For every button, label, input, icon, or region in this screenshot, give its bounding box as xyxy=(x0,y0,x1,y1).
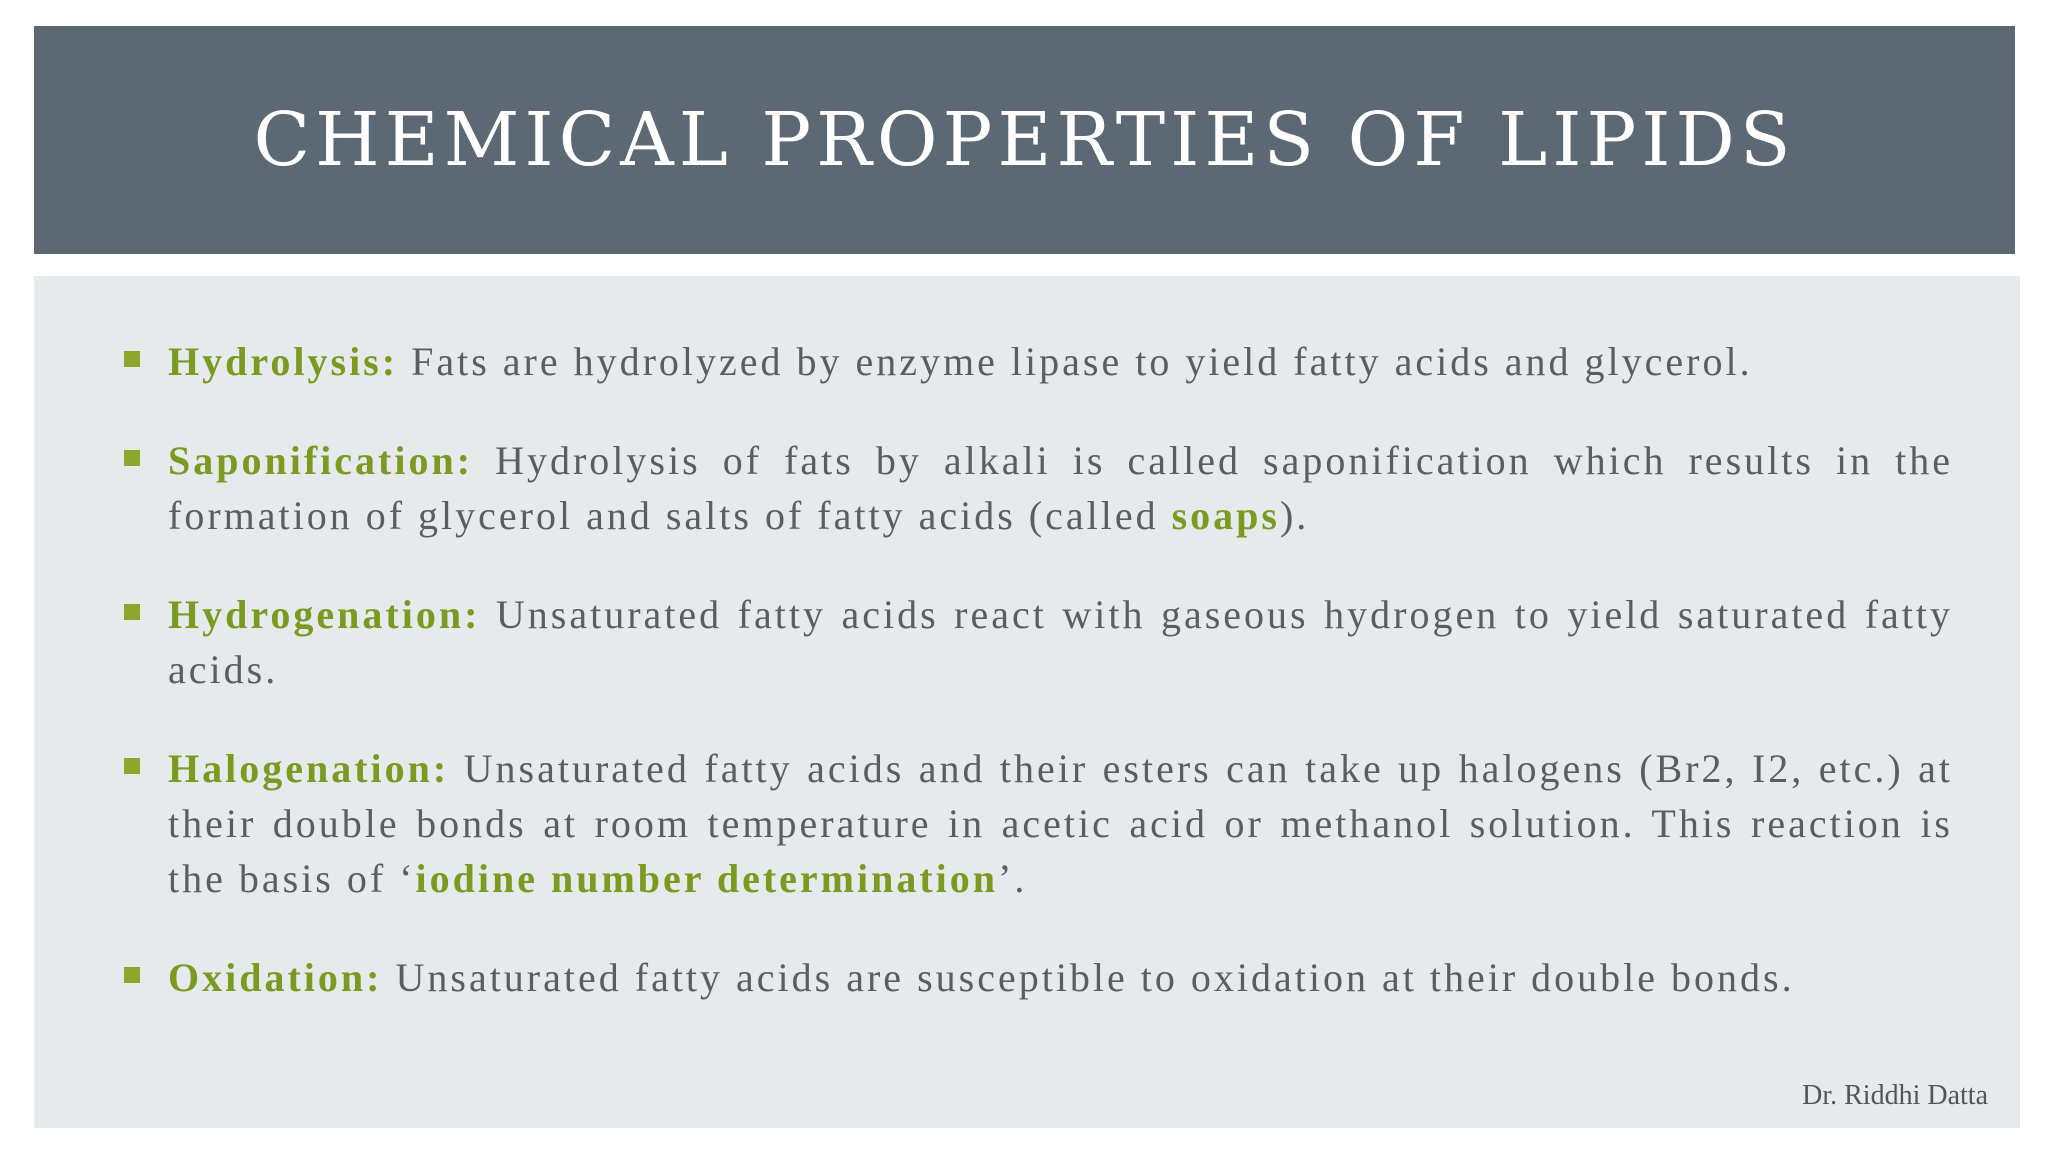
bullet-text: Fats are hydrolyzed by enzyme lipase to yield fatty acids and glycerol. xyxy=(398,339,1753,384)
bullet-term: Oxidation: xyxy=(168,955,383,1000)
bullet-text-after: ). xyxy=(1279,493,1310,538)
bullet-text: Unsaturated fatty acids react with gaseous hydrogen to yield saturated fatty acids. xyxy=(168,592,1953,692)
bullet-highlight: soaps xyxy=(1171,493,1280,538)
title-band xyxy=(34,26,2015,254)
bullet-term: Saponification: xyxy=(168,438,474,483)
bullet-saponification xyxy=(168,433,1953,543)
bullet-highlight: iodine number determination xyxy=(415,856,999,901)
square-bullet-icon xyxy=(124,450,140,466)
bullet-hydrogenation xyxy=(168,587,1953,697)
bullet-term: Hydrogenation: xyxy=(168,592,481,637)
bullet-text: Unsaturated fatty acids are susceptible to oxidation at their double bonds. xyxy=(382,955,1795,1000)
content-area xyxy=(34,276,2020,1128)
slide-title: CHEMICAL PROPERTIES OF LIPIDS xyxy=(253,97,1796,183)
bullet-text: Hydrolysis of fats by alkali is called saponification which results in the formation of glycerol and salts of fatty acids (called xyxy=(168,438,1953,538)
bullet-term: Hydrolysis: xyxy=(168,339,399,384)
bullet-text-after: ’. xyxy=(998,856,1028,901)
square-bullet-icon xyxy=(124,758,140,774)
bullet-list xyxy=(168,334,1953,1049)
author-signature: Dr. Riddhi Datta xyxy=(1802,1080,1988,1111)
square-bullet-icon xyxy=(124,967,140,983)
bullet-term: Halogenation: xyxy=(168,746,450,791)
bullet-hydrolysis xyxy=(168,334,1953,389)
square-bullet-icon xyxy=(124,604,140,620)
square-bullet-icon xyxy=(124,351,140,367)
bullet-oxidation xyxy=(168,950,1953,1005)
bullet-text: Unsaturated fatty acids and their esters can take up halogens (Br2, I2, etc.) at their double bonds at room temperature in acetic acid or methanol solution. This reaction is the basis of ‘ xyxy=(168,746,1953,901)
bullet-halogenation xyxy=(168,741,1953,906)
